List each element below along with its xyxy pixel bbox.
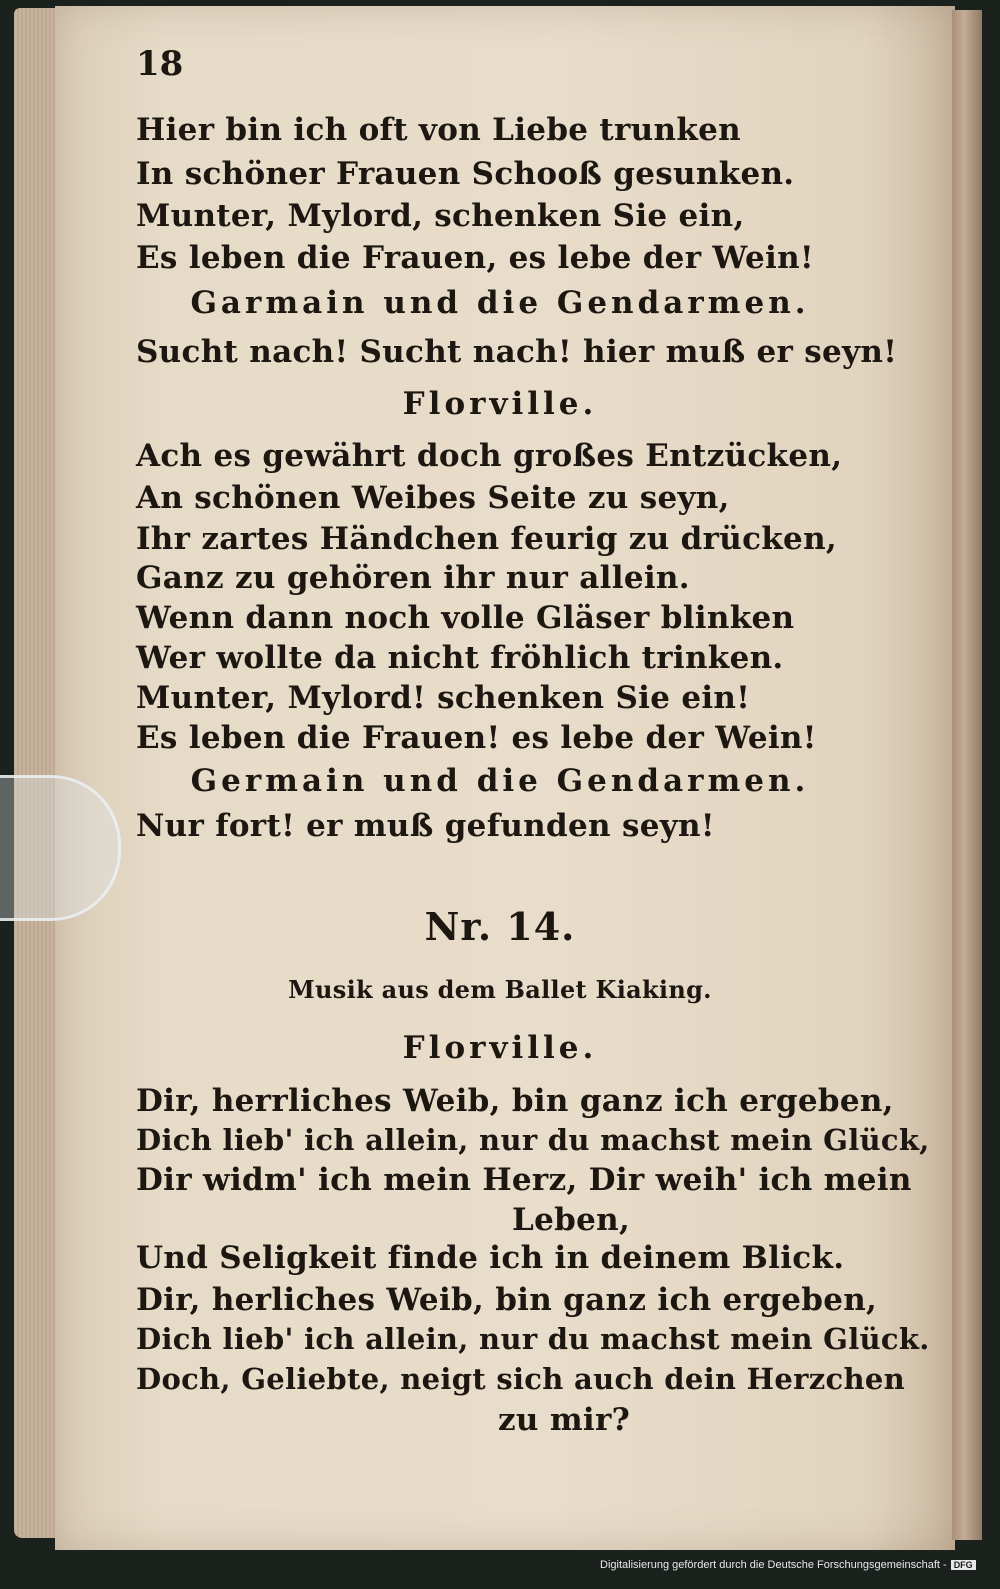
verse-line: Ihr zartes Händchen feurig zu drücken, xyxy=(136,521,837,557)
verse-line: Nur fort! er muß gefunden seyn! xyxy=(136,808,715,844)
section-subheading: Musik aus dem Ballet Kiaking. xyxy=(288,975,712,1004)
verse-line: Ganz zu gehören ihr nur allein. xyxy=(136,560,690,596)
verse-line: Dich lieb' ich allein, nur du machst mein Glück, xyxy=(136,1123,930,1157)
digitization-credit xyxy=(600,1559,976,1571)
section-heading: Nr. 14. xyxy=(424,904,576,949)
verse-line: Es leben die Frauen! es lebe der Wein! xyxy=(136,720,817,756)
page-number: 18 xyxy=(136,44,184,84)
verse-line: Munter, Mylord, schenken Sie ein, xyxy=(136,198,745,234)
verse-line: zu mir? xyxy=(498,1402,631,1438)
speaker-heading: Florville. xyxy=(402,1030,598,1066)
verse-line: Dir, herrliches Weib, bin ganz ich ergeben, xyxy=(136,1083,894,1119)
verse-line: Doch, Geliebte, neigt sich auch dein Herzchen xyxy=(136,1362,905,1396)
verse-line: An schönen Weibes Seite zu seyn, xyxy=(136,480,730,516)
speaker-heading: Florville. xyxy=(402,386,598,422)
verse-line: Dir widm' ich mein Herz, Dir weih' ich mein xyxy=(136,1162,912,1198)
credit-text: Digitalisierung gefördert durch die Deutsche Forschungsgemeinschaft - xyxy=(600,1559,947,1571)
verse-line: Und Seligkeit finde ich in deinem Blick. xyxy=(136,1240,845,1276)
verse-line: Ach es gewährt doch großes Entzücken, xyxy=(136,438,843,474)
verse-line: Wer wollte da nicht fröhlich trinken. xyxy=(136,640,784,676)
verse-line: Dich lieb' ich allein, nur du machst mein Glück. xyxy=(136,1322,930,1356)
verse-line: Sucht nach! Sucht nach! hier muß er seyn! xyxy=(136,334,898,370)
verse-line: Dir, herliches Weib, bin ganz ich ergeben, xyxy=(136,1282,878,1318)
dfg-logo: DFG xyxy=(951,1560,976,1570)
verse-line: Munter, Mylord! schenken Sie ein! xyxy=(136,680,751,716)
verse-line: Leben, xyxy=(512,1202,631,1238)
speaker-heading: Garmain und die Gendarmen. xyxy=(190,285,810,321)
verse-line: In schöner Frauen Schooß gesunken. xyxy=(136,156,795,192)
verse-line: Wenn dann noch volle Gläser blinken xyxy=(136,600,795,636)
verse-line: Hier bin ich oft von Liebe trunken xyxy=(136,112,741,148)
speaker-heading: Germain und die Gendarmen. xyxy=(190,763,810,799)
verse-line: Es leben die Frauen, es lebe der Wein! xyxy=(136,240,814,276)
